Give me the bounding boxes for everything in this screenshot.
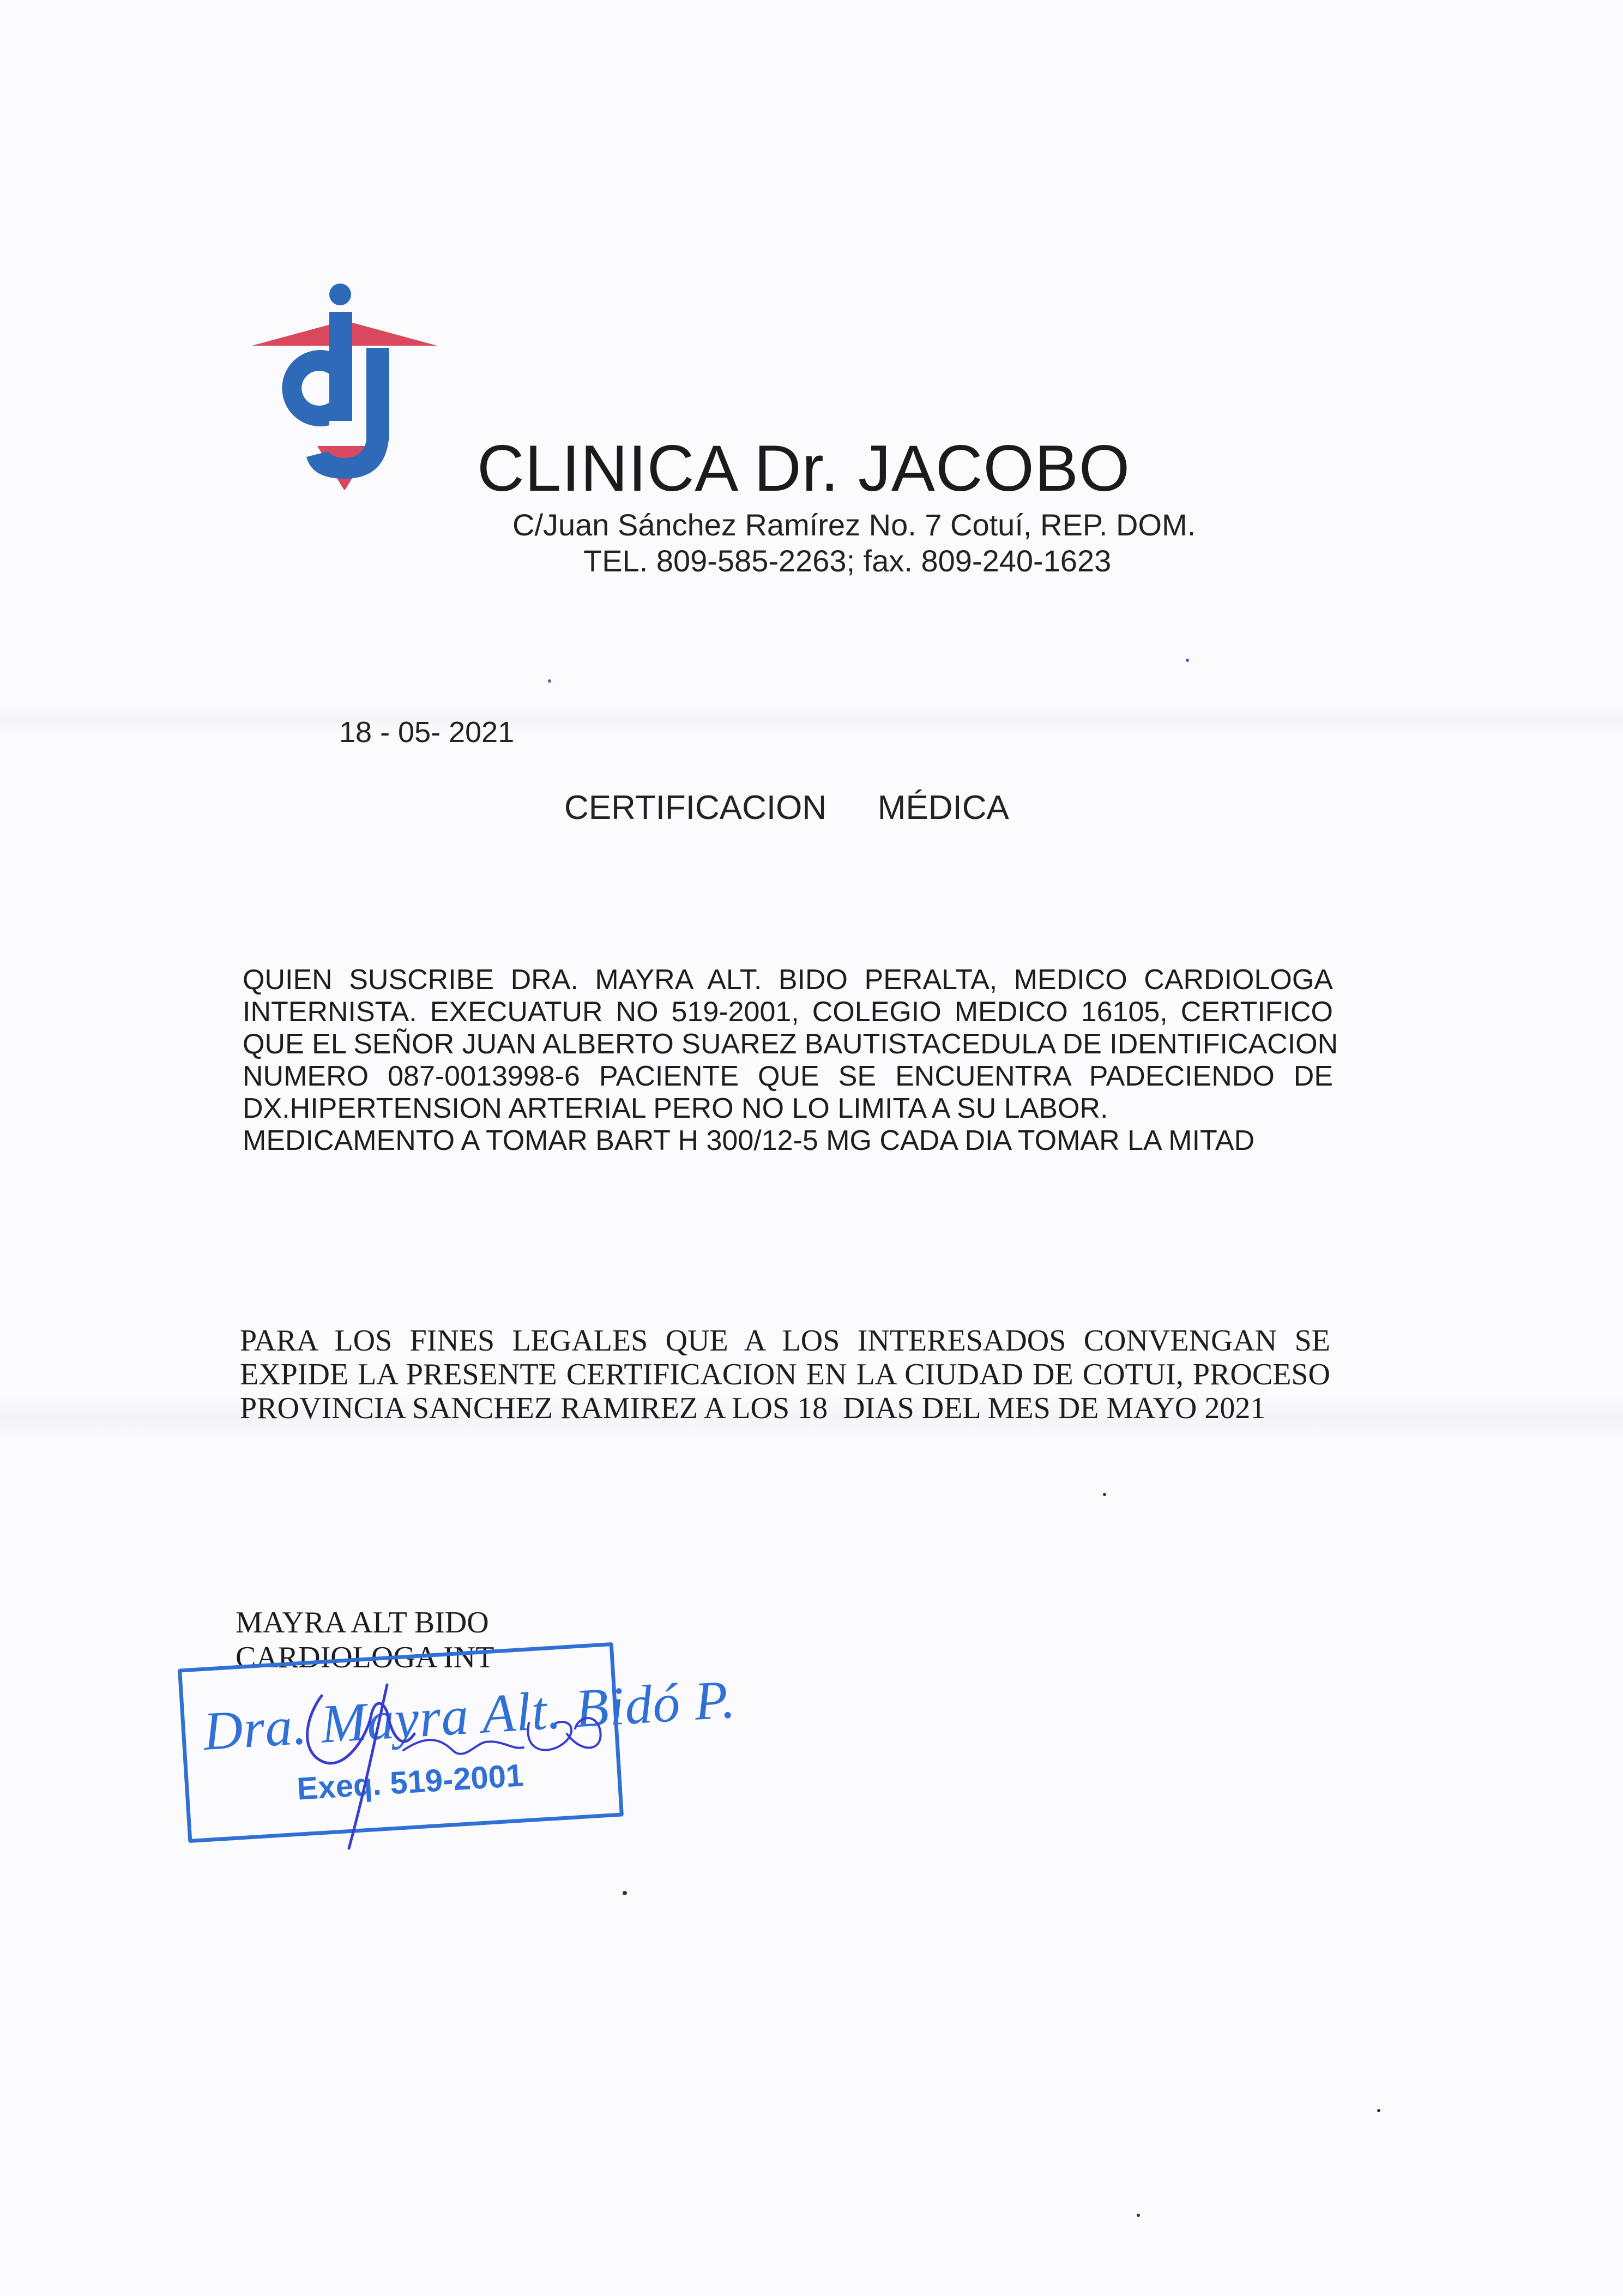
clinic-logo-icon [252,282,437,490]
stamp-doctor-name: Dra. Mayra Alt. Bidó P. [201,1668,738,1762]
scan-speck [1186,659,1189,662]
document-date: 18 - 05- 2021 [339,716,515,749]
document-title: CERTIFICACION MÉDICA [564,789,1009,827]
body-line: DX.HIPERTENSION ARTERIAL PERO NO LO LIMITA A SU LABOR. [243,1093,1108,1124]
handwritten-signature-icon [240,1668,622,1854]
legal-line: EXPIDE LA PRESENTE CERTIFICACION EN LA CIUDAD DE COTUI, PROCESO [240,1358,1330,1391]
clinic-name: CLINICA Dr. JACOBO [477,432,1131,505]
signer-name: MAYRA ALT BIDO [236,1606,489,1640]
scan-speck [623,1891,627,1895]
body-line: INTERNISTA. EXECUATUR NO 519-2001, COLEGIO MEDICO 16105, CERTIFICO [243,996,1333,1028]
scan-speck [1377,2109,1380,2112]
stamp-exequatur: Exeq. 519-2001 [295,1757,525,1807]
body-line: NUMERO 087-0013998-6 PACIENTE QUE SE ENCUENTRA PADECIENDO DE [243,1060,1333,1092]
scan-speck [1137,2214,1140,2217]
body-line: QUIEN SUSCRIBE DRA. MAYRA ALT. BIDO PERALTA, MEDICO CARDIOLOGA [243,964,1333,996]
scan-speck [548,679,551,683]
signer-title: CARDIOLOGA INT [236,1641,494,1674]
clinic-phone: TEL. 809-585-2263; fax. 809-240-1623 [583,544,1112,578]
body-line: QUE EL SEÑOR JUAN ALBERTO SUAREZ BAUTISTACEDULA DE IDENTIFICACION [243,1028,1338,1060]
scan-speck [1103,1493,1106,1496]
body-line: MEDICAMENTO A TOMAR BART H 300/12-5 MG CADA DIA TOMAR LA MITAD [243,1125,1255,1156]
certification-body [243,964,1338,1157]
legal-line: PARA LOS FINES LEGALES QUE A LOS INTERESADOS CONVENGAN SE [240,1324,1330,1358]
legal-paragraph [240,1324,1330,1425]
clinic-address: C/Juan Sánchez Ramírez No. 7 Cotuí, REP. DOM. [512,508,1196,542]
legal-line: PROVINCIA SANCHEZ RAMIREZ A LOS 18 DIAS DEL MES DE MAYO 2021 [240,1391,1266,1425]
